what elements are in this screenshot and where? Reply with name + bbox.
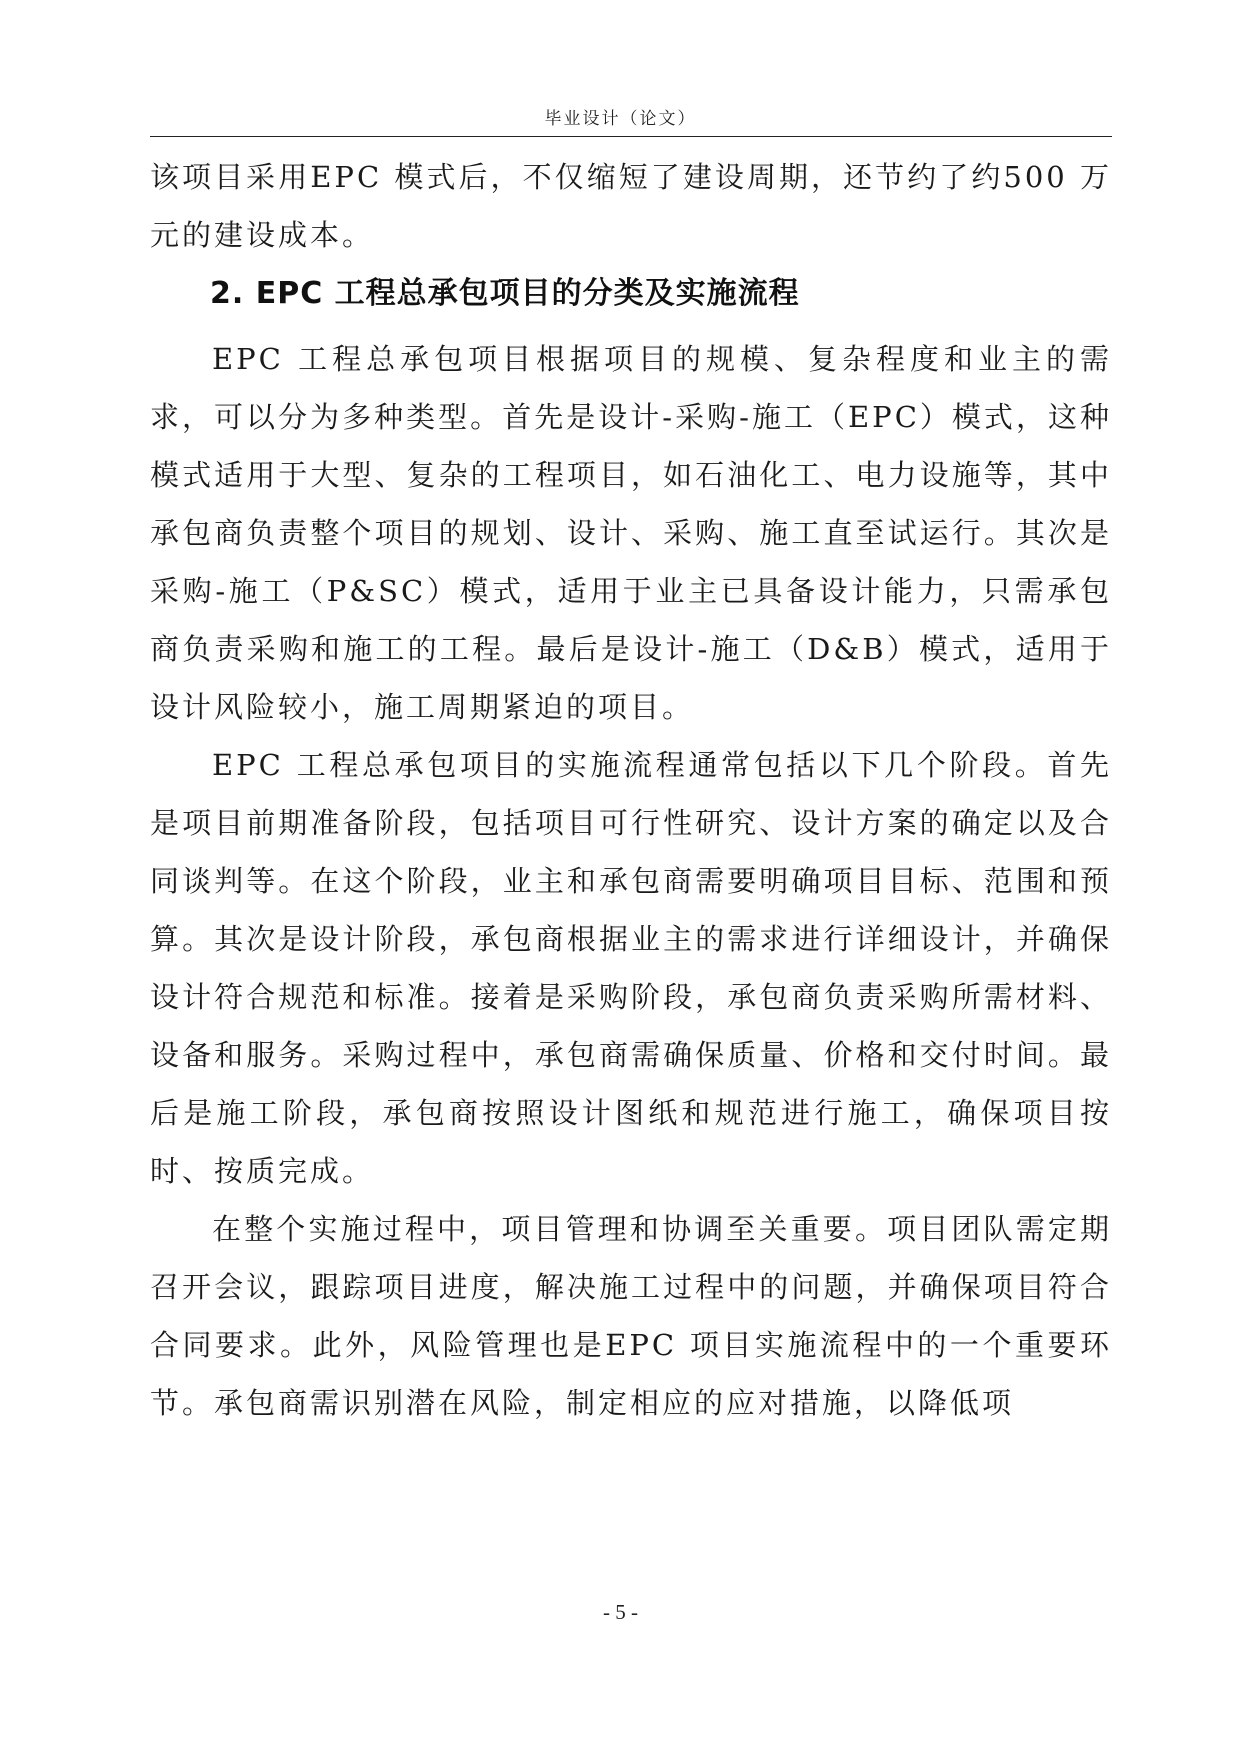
header-divider: [150, 136, 1112, 137]
page-header-title: 毕业设计（论文）: [544, 109, 697, 129]
section-heading: 2. EPC 工程总承包项目的分类及实施流程: [210, 276, 800, 311]
page-number: - 5 -: [603, 1600, 638, 1624]
document-body: [150, 148, 1112, 1432]
paragraph-classification: EPC 工程总承包项目根据项目的规模、复杂程度和业主的需求，可以分为多种类型。首先是设计-采购-施工（EPC）模式，这种模式适用于大型、复杂的工程项目，如石油化工、电力设施等，其中承包商负责整个项目的规划、设计、采购、施工直至试运行。其次是采购-施工（P&SC）模式，适用于业主已具备设计能力，只需承包商负责采购和施工的工程。最后是设计-施工（D&B）模式，适用于设计风险较小，施工周期紧迫的项目。: [150, 342, 1112, 724]
paragraph-project-management: 在整个实施过程中，项目管理和协调至关重要。项目团队需定期召开会议，跟踪项目进度，解决施工过程中的问题，并确保项目符合合同要求。此外，风险管理也是EPC 项目实施流程中的一个重要环节。承包商需识别潜在风险，制定相应的应对措施，以降低项: [150, 1212, 1112, 1420]
continuation-paragraph: 该项目采用EPC 模式后，不仅缩短了建设周期，还节约了约500 万元的建设成本。: [150, 160, 1112, 252]
paragraph-implementation-flow: EPC 工程总承包项目的实施流程通常包括以下几个阶段。首先是项目前期准备阶段，包括项目可行性研究、设计方案的确定以及合同谈判等。在这个阶段，业主和承包商需要明确项目目标、范围和预算。其次是设计阶段，承包商根据业主的需求进行详细设计，并确保设计符合规范和标准。接着是采购阶段，承包商负责采购所需材料、设备和服务。采购过程中，承包商需确保质量、价格和交付时间。最后是施工阶段，承包商按照设计图纸和规范进行施工，确保项目按时、按质完成。: [150, 748, 1112, 1188]
